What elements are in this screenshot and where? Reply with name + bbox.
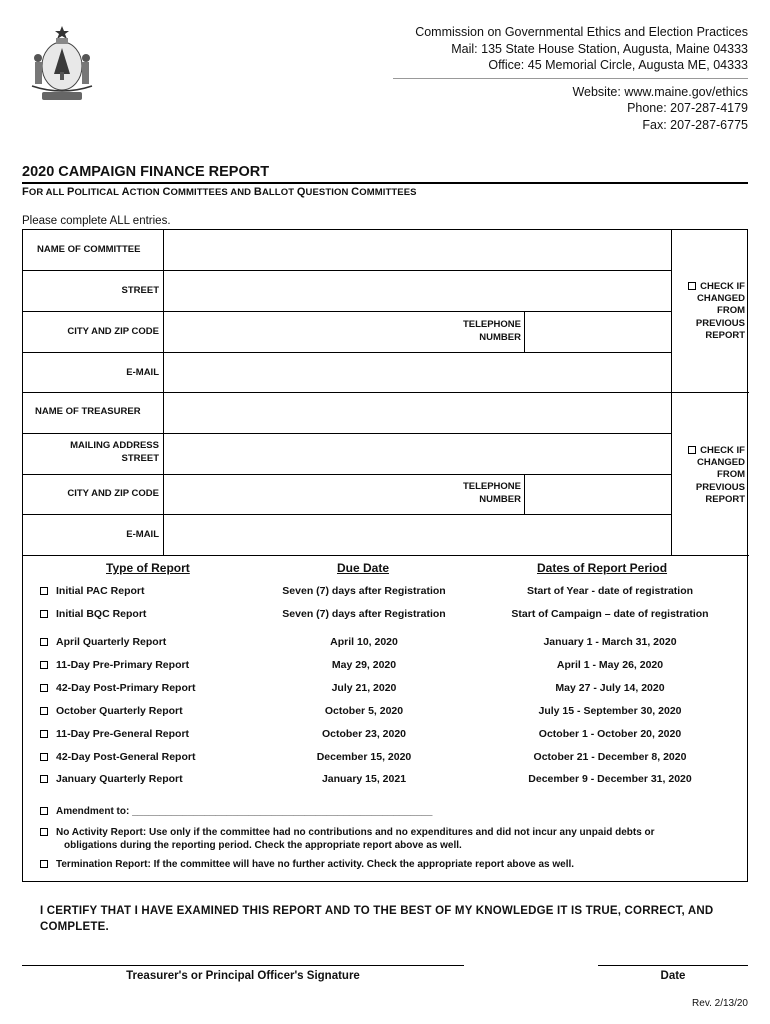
committee-changed-checkbox[interactable] bbox=[673, 281, 745, 342]
report-type: 11-Day Pre-Primary Report bbox=[56, 659, 190, 671]
report-period: April 1 - May 26, 2020 bbox=[556, 659, 664, 671]
report-period: Start of Campaign – date of registration bbox=[511, 608, 709, 620]
report-option-row[interactable] bbox=[40, 659, 189, 671]
report-period: December 9 - December 31, 2020 bbox=[528, 773, 692, 785]
checkbox-icon[interactable] bbox=[40, 860, 48, 868]
report-option-row[interactable] bbox=[40, 705, 183, 717]
agency-phone: Phone: 207-287-4179 bbox=[627, 101, 748, 115]
committee-city-field[interactable] bbox=[164, 312, 523, 351]
check-label-line: PREVIOUS bbox=[695, 317, 745, 329]
committee-email-field[interactable] bbox=[164, 353, 670, 391]
report-option-row[interactable] bbox=[40, 636, 166, 648]
treasurer-changed-checkbox[interactable] bbox=[673, 445, 745, 506]
agency-contact-block bbox=[393, 24, 748, 133]
subtitle-part: C bbox=[351, 186, 360, 198]
check-label-line: REPORT bbox=[705, 329, 745, 341]
check-label-line: FROM bbox=[717, 469, 745, 481]
report-due-date: January 15, 2021 bbox=[321, 773, 407, 785]
check-label-line: CHANGED bbox=[696, 457, 745, 469]
checkbox-icon[interactable] bbox=[688, 446, 696, 454]
agency-name: Commission on Governmental Ethics and Election Practices bbox=[415, 25, 748, 39]
header-report-period: Dates of Report Period bbox=[537, 561, 668, 575]
committee-city-label: CITY AND ZIP CODE bbox=[67, 326, 159, 337]
report-type: 11-Day Pre-General Report bbox=[56, 728, 190, 740]
committee-street-label: STREET bbox=[121, 285, 159, 296]
report-option-row[interactable] bbox=[40, 728, 189, 740]
revision-note: Rev. 2/13/20 bbox=[692, 998, 748, 1009]
report-due-date: Seven (7) days after Registration bbox=[282, 585, 446, 597]
certification-statement: I CERTIFY THAT I HAVE EXAMINED THIS REPORT AND TO THE BEST OF MY KNOWLEDGE IT IS TRUE, CORRECT, AND COMPLETE. bbox=[40, 905, 714, 933]
treasurer-city-label: CITY AND ZIP CODE bbox=[67, 488, 159, 499]
telephone-label-line: NUMBER bbox=[479, 493, 521, 505]
checkbox-icon[interactable] bbox=[40, 730, 48, 738]
check-label-line: CHECK IF bbox=[700, 445, 745, 456]
report-period: Start of Year - date of registration bbox=[526, 585, 694, 597]
report-type: April Quarterly Report bbox=[56, 636, 167, 648]
checkbox-icon[interactable] bbox=[688, 282, 696, 290]
treasurer-mailing-label bbox=[23, 440, 159, 465]
telephone-label-line: NUMBER bbox=[479, 331, 521, 343]
subtitle-part: OMMITTEES AND bbox=[170, 187, 254, 198]
report-period: July 15 - September 30, 2020 bbox=[538, 705, 682, 717]
mailing-label-line: MAILING ADDRESS bbox=[70, 440, 159, 451]
header-due-date: Due Date bbox=[337, 561, 390, 575]
check-label-line: CHECK IF bbox=[700, 281, 745, 292]
checkbox-icon[interactable] bbox=[40, 610, 48, 618]
agency-separator bbox=[393, 78, 748, 79]
state-seal-logo bbox=[26, 24, 98, 108]
checkbox-icon[interactable] bbox=[40, 587, 48, 595]
check-label-line: REPORT bbox=[705, 493, 745, 505]
treasurer-email-field[interactable] bbox=[164, 515, 670, 554]
report-type: 42-Day Post-General Report bbox=[56, 751, 196, 763]
telephone-label-line: TELEPHONE bbox=[462, 481, 521, 492]
checkbox-icon[interactable] bbox=[40, 707, 48, 715]
checkbox-icon[interactable] bbox=[40, 638, 48, 646]
treasurer-street-field[interactable] bbox=[164, 434, 670, 473]
report-option-row[interactable] bbox=[40, 608, 146, 620]
title-rule bbox=[22, 182, 748, 184]
mailing-label-line: STREET bbox=[121, 452, 159, 464]
amendment-label: Amendment to: ______________________________________________________ bbox=[56, 806, 433, 817]
amendment-option[interactable] bbox=[40, 806, 432, 819]
committee-street-field[interactable] bbox=[164, 271, 670, 310]
subtitle-part: UESTION bbox=[305, 187, 352, 198]
report-due-date: December 15, 2020 bbox=[316, 751, 412, 763]
subtitle-part: OLITICAL bbox=[74, 187, 122, 198]
subtitle-part: Q bbox=[296, 186, 306, 198]
subtitle-part: P bbox=[67, 186, 75, 198]
report-due-date: May 29, 2020 bbox=[331, 659, 397, 671]
form-instructions: Please complete ALL entries. bbox=[22, 215, 171, 227]
treasurer-email-label: E-MAIL bbox=[126, 529, 159, 540]
form-subtitle bbox=[22, 186, 417, 198]
subtitle-part: C bbox=[162, 186, 171, 198]
check-label-line: CHANGED bbox=[696, 293, 745, 305]
report-option-row[interactable] bbox=[40, 751, 195, 763]
report-option-row[interactable] bbox=[40, 682, 195, 694]
termination-option[interactable] bbox=[40, 859, 574, 872]
checkbox-icon[interactable] bbox=[40, 753, 48, 761]
report-period: January 1 - March 31, 2020 bbox=[543, 636, 677, 648]
report-option-row[interactable] bbox=[40, 585, 144, 597]
no-activity-label: No Activity Report: Use only if the committee had no contributions and no expenditures and did not incur any unpaid debts or bbox=[56, 827, 655, 838]
telephone-label-line: TELEPHONE bbox=[462, 319, 521, 330]
check-label-line: FROM bbox=[717, 305, 745, 317]
section-rule bbox=[23, 555, 749, 556]
report-period: October 1 - October 20, 2020 bbox=[538, 728, 682, 740]
agency-mail-address: Mail: 135 State House Station, Augusta, Maine 04333 bbox=[451, 41, 748, 56]
report-due-date: July 21, 2020 bbox=[331, 682, 397, 694]
date-label: Date bbox=[660, 970, 686, 982]
report-due-date: October 23, 2020 bbox=[321, 728, 407, 740]
subtitle-part: F bbox=[22, 186, 29, 198]
subtitle-part: OR ALL bbox=[28, 187, 67, 198]
signature-label: Treasurer's or Principal Officer's Signature bbox=[126, 970, 360, 982]
report-type: 42-Day Post-Primary Report bbox=[56, 682, 196, 694]
checkbox-icon[interactable] bbox=[40, 661, 48, 669]
report-period: May 27 - July 14, 2020 bbox=[555, 682, 665, 694]
committee-name-field[interactable] bbox=[164, 231, 670, 269]
subtitle-part: A bbox=[121, 186, 130, 198]
no-activity-label-cont: obligations during the reporting period. Check the appropriate report above as well. bbox=[64, 839, 462, 851]
report-type: Initial PAC Report bbox=[56, 585, 145, 597]
subtitle-part: CTION bbox=[129, 187, 163, 198]
telephone-divider bbox=[524, 474, 525, 514]
agency-fax: Fax: 207-287-6775 bbox=[642, 117, 748, 132]
date-line[interactable] bbox=[598, 965, 748, 966]
subtitle-part: OMMITTEES bbox=[359, 187, 417, 198]
checkbox-icon[interactable] bbox=[40, 828, 48, 836]
treasurer-city-field[interactable] bbox=[164, 475, 523, 513]
agency-office-address: Office: 45 Memorial Circle, Augusta ME, 04333 bbox=[488, 58, 748, 72]
committee-email-label: E-MAIL bbox=[126, 367, 159, 378]
signature-line[interactable] bbox=[22, 965, 464, 966]
header-type-of-report: Type of Report bbox=[106, 561, 190, 575]
checkbox-icon[interactable] bbox=[40, 684, 48, 692]
treasurer-name-label: NAME OF TREASURER bbox=[35, 406, 141, 417]
checkbox-icon[interactable] bbox=[40, 807, 48, 815]
check-label-line: PREVIOUS bbox=[695, 481, 745, 493]
agency-website[interactable]: Website: www.maine.gov/ethics bbox=[572, 84, 748, 99]
report-option-row[interactable] bbox=[40, 773, 183, 785]
treasurer-name-field[interactable] bbox=[164, 393, 670, 432]
report-type: January Quarterly Report bbox=[56, 773, 183, 785]
telephone-divider bbox=[524, 311, 525, 352]
report-period: October 21 - December 8, 2020 bbox=[533, 751, 687, 763]
report-type: October Quarterly Report bbox=[56, 705, 183, 717]
termination-label: Termination Report: If the committee will have no further activity. Check the appropriate report above as well. bbox=[56, 859, 575, 870]
report-due-date: October 5, 2020 bbox=[324, 705, 404, 717]
report-due-date: April 10, 2020 bbox=[330, 636, 398, 648]
report-due-date: Seven (7) days after Registration bbox=[282, 608, 446, 620]
form-title: 2020 CAMPAIGN FINANCE REPORT bbox=[22, 164, 270, 180]
no-activity-option[interactable] bbox=[40, 827, 730, 852]
report-type: Initial BQC Report bbox=[56, 608, 147, 620]
subtitle-part: ALLOT bbox=[261, 187, 297, 198]
committee-name-label: NAME OF COMMITTEE bbox=[37, 244, 141, 255]
subtitle-part: B bbox=[253, 186, 262, 198]
checkbox-icon[interactable] bbox=[40, 775, 48, 783]
